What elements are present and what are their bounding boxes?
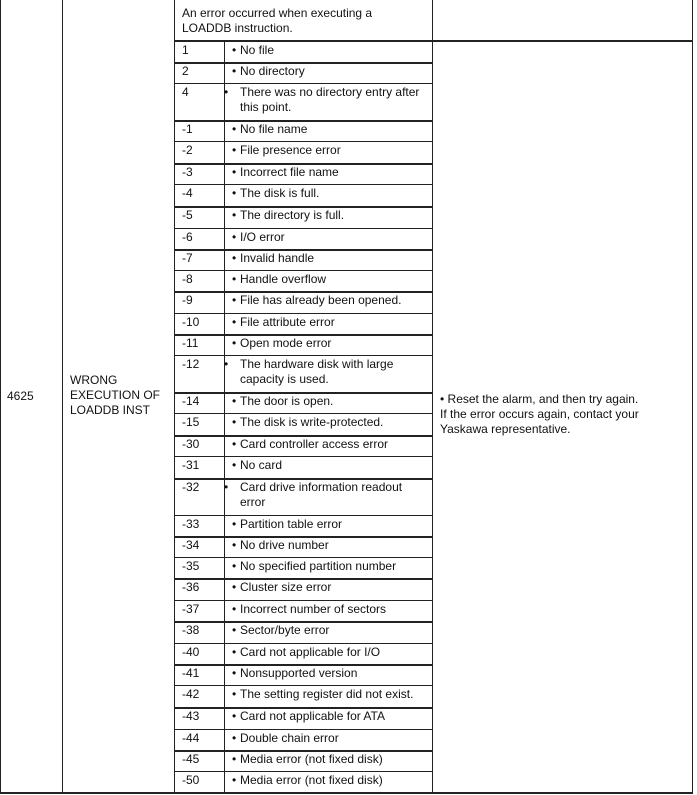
- col-rule-code: [224, 41, 225, 793]
- subcode-value: -8: [182, 272, 193, 286]
- row-rule: [174, 557, 433, 558]
- bullet-icon: •: [224, 480, 229, 494]
- subcode-value: -3: [182, 165, 193, 179]
- subcode-value: -5: [182, 208, 193, 222]
- subcode-value: -43: [182, 709, 200, 723]
- bullet-icon: •: [232, 731, 237, 745]
- subcode-description: [232, 208, 428, 223]
- subcode-value: -40: [182, 645, 200, 659]
- row-rule: [174, 313, 433, 314]
- col-rule-right: [692, 0, 693, 793]
- col-rule-left: [0, 0, 1, 793]
- subcode-value: -30: [182, 437, 200, 451]
- row-rule: [174, 729, 433, 730]
- subcode-description-text: No directory: [240, 64, 305, 78]
- subcode-description: [232, 687, 428, 702]
- subcode-description-text: The directory is full.: [240, 208, 345, 222]
- error-description-line-2: LOADDB instruction.: [182, 21, 293, 35]
- subcode-value: -33: [182, 517, 200, 531]
- subcode-description-text: I/O error: [240, 230, 285, 244]
- subcode-description-text: The door is open.: [240, 394, 334, 408]
- bullet-icon: •: [232, 336, 237, 350]
- remedy-line-1: • Reset the alarm, and then try again.: [440, 392, 639, 406]
- subcode-description-text: Sector/byte error: [240, 623, 330, 637]
- subcode-description: [232, 64, 428, 79]
- subcode-description: [232, 666, 428, 681]
- bullet-icon: •: [232, 315, 237, 329]
- subcode-description-text: No drive number: [240, 538, 329, 552]
- subcode-value: -31: [182, 458, 200, 472]
- bullet-icon: •: [232, 645, 237, 659]
- subcode-description-text: Cluster size error: [240, 580, 332, 594]
- subcode-description-text: Card drive information readout error: [240, 480, 403, 509]
- bullet-icon: •: [232, 208, 237, 222]
- row-rule: [174, 771, 433, 772]
- subcode-value: -42: [182, 687, 200, 701]
- row-rule: [174, 228, 433, 229]
- subcode-description: [232, 272, 428, 287]
- bullet-icon: •: [232, 580, 237, 594]
- subcode-description: [232, 752, 428, 767]
- subcode-description-text: Open mode error: [240, 336, 332, 350]
- row-rule: [174, 270, 433, 271]
- subcode-description-text: Card controller access error: [240, 437, 389, 451]
- subcode-value: -37: [182, 602, 200, 616]
- subcode-description-text: No file name: [240, 122, 308, 136]
- remedy-line-3: Yaskawa representative.: [440, 422, 571, 436]
- subcode-description-text: Incorrect number of sectors: [240, 602, 387, 616]
- subcode-description: [232, 315, 428, 330]
- subcode-description: [232, 122, 428, 137]
- bullet-icon: •: [224, 85, 229, 99]
- subcode-description: [224, 357, 428, 387]
- bullet-icon: •: [232, 186, 237, 200]
- bullet-icon: •: [232, 230, 237, 244]
- subcode-description-text: Partition table error: [240, 517, 343, 531]
- subcode-description-text: The setting register did not exist.: [240, 687, 414, 701]
- subcode-description: [232, 251, 428, 266]
- remedy-text: [440, 392, 690, 437]
- subcode-value: -44: [182, 731, 200, 745]
- subcode-value: -41: [182, 666, 200, 680]
- subcode-description: [232, 709, 428, 724]
- error-description-header: [182, 6, 430, 36]
- subcode-description-text: The disk is full.: [240, 186, 320, 200]
- bullet-icon: •: [232, 687, 237, 701]
- bullet-icon: •: [232, 559, 237, 573]
- row-rule: [174, 413, 433, 414]
- subcode-value: -7: [182, 251, 193, 265]
- subcode-description: [232, 394, 428, 409]
- subcode-description: [224, 85, 428, 115]
- bullet-icon: •: [232, 538, 237, 552]
- subcode-description-text: The hardware disk with large capacity is used.: [240, 357, 394, 386]
- bullet-icon: •: [232, 64, 237, 78]
- subcode-value: -35: [182, 559, 200, 573]
- bullet-icon: •: [232, 752, 237, 766]
- subcode-description: [224, 480, 428, 510]
- subcode-description-text: Incorrect file name: [240, 165, 339, 179]
- alarm-name-line-3: LOADDB INST: [70, 403, 151, 417]
- bullet-icon: •: [232, 415, 237, 429]
- table-bottom-rule: [0, 792, 693, 794]
- subcode-description: [232, 165, 428, 180]
- subcode-description: [232, 645, 428, 660]
- subcode-description: [232, 43, 428, 58]
- subcode-description: [232, 580, 428, 595]
- remedy-line-2: If the error occurs again, contact your: [440, 407, 639, 421]
- subcode-description-text: Handle overflow: [240, 272, 327, 286]
- bullet-icon: •: [232, 251, 237, 265]
- row-rule: [174, 355, 433, 356]
- alarm-name-line-2: EXECUTION OF: [70, 388, 161, 402]
- bullet-icon: •: [232, 602, 237, 616]
- subcode-value: -9: [182, 293, 193, 307]
- row-rule: [174, 515, 433, 516]
- bullet-icon: •: [232, 437, 237, 451]
- error-description-line-1: An error occurred when executing a: [182, 6, 373, 20]
- subcode-value: -32: [182, 480, 200, 494]
- subcode-description-text: The disk is write-protected.: [240, 415, 384, 429]
- alarm-name: [70, 373, 160, 418]
- subcode-description: [232, 517, 428, 532]
- subcode-value: -14: [182, 394, 200, 408]
- subcode-description-text: There was no directory entry after this point.: [240, 85, 420, 114]
- subcode-description: [232, 538, 428, 553]
- subcode-description-text: File attribute error: [240, 315, 335, 329]
- bullet-icon: •: [232, 272, 237, 286]
- col-rule-name: [174, 0, 175, 793]
- subcode-value: -1: [182, 122, 193, 136]
- subcode-description: [232, 230, 428, 245]
- subcode-description-text: Nonsupported version: [240, 666, 358, 680]
- subcode-description-text: No file: [240, 43, 275, 57]
- bullet-icon: •: [224, 357, 229, 371]
- subcode-value: -38: [182, 623, 200, 637]
- subcode-description-text: Invalid handle: [240, 251, 315, 265]
- subcode-description: [232, 623, 428, 638]
- row-rule: [174, 184, 433, 185]
- subcode-value: -12: [182, 357, 200, 371]
- subcode-value: -50: [182, 773, 200, 787]
- subcode-value: -10: [182, 315, 200, 329]
- subcode-value: -45: [182, 752, 200, 766]
- bullet-icon: •: [232, 773, 237, 787]
- alarm-number: 4625: [7, 389, 34, 403]
- row-rule: [174, 141, 433, 142]
- subcode-description-text: Media error (not fixed disk): [240, 752, 383, 766]
- subcode-description: [232, 186, 428, 201]
- subcode-description-text: File presence error: [240, 143, 341, 157]
- subcode-description: [232, 293, 428, 308]
- subcode-description: [232, 559, 428, 574]
- subcode-value: 4: [182, 85, 189, 99]
- subcode-description: [232, 458, 428, 473]
- subcode-description: [232, 437, 428, 452]
- subcode-description: [232, 602, 428, 617]
- subcode-value: -11: [182, 336, 199, 350]
- subcode-value: -36: [182, 580, 200, 594]
- bullet-icon: •: [232, 165, 237, 179]
- bullet-icon: •: [232, 293, 237, 307]
- subcode-description-text: Media error (not fixed disk): [240, 773, 383, 787]
- subcode-value: -2: [182, 143, 193, 157]
- subcode-description: [232, 773, 428, 788]
- subcode-description-text: No specified partition number: [240, 559, 397, 573]
- subcode-value: -6: [182, 230, 193, 244]
- row-rule: [174, 83, 433, 84]
- row-rule: [174, 600, 433, 601]
- bullet-icon: •: [232, 394, 237, 408]
- bullet-icon: •: [232, 623, 237, 637]
- header-rule: [174, 40, 693, 42]
- bullet-icon: •: [232, 43, 237, 57]
- subcode-description: [232, 415, 428, 430]
- bullet-icon: •: [232, 517, 237, 531]
- subcode-description: [232, 731, 428, 746]
- bullet-icon: •: [232, 666, 237, 680]
- subcode-description-text: File has already been opened.: [240, 293, 402, 307]
- subcode-description-text: Card not applicable for I/O: [240, 645, 381, 659]
- row-rule: [174, 685, 433, 686]
- row-rule: [174, 643, 433, 644]
- bullet-icon: •: [232, 122, 237, 136]
- subcode-description-text: No card: [240, 458, 283, 472]
- subcode-description-text: Double chain error: [240, 731, 339, 745]
- subcode-description: [232, 143, 428, 158]
- alarm-name-line-1: WRONG: [70, 373, 118, 387]
- bullet-icon: •: [232, 143, 237, 157]
- subcode-value: 1: [182, 43, 189, 57]
- subcode-value: -4: [182, 186, 193, 200]
- subcode-description-text: Card not applicable for ATA: [240, 709, 385, 723]
- subcode-value: 2: [182, 64, 189, 78]
- subcode-value: -34: [182, 538, 200, 552]
- subcode-value: -15: [182, 415, 200, 429]
- row-rule: [174, 456, 433, 457]
- bullet-icon: •: [232, 458, 237, 472]
- bullet-icon: •: [232, 709, 237, 723]
- col-rule-desc: [432, 0, 433, 793]
- subcode-description: [232, 336, 428, 351]
- col-rule-number: [62, 0, 63, 793]
